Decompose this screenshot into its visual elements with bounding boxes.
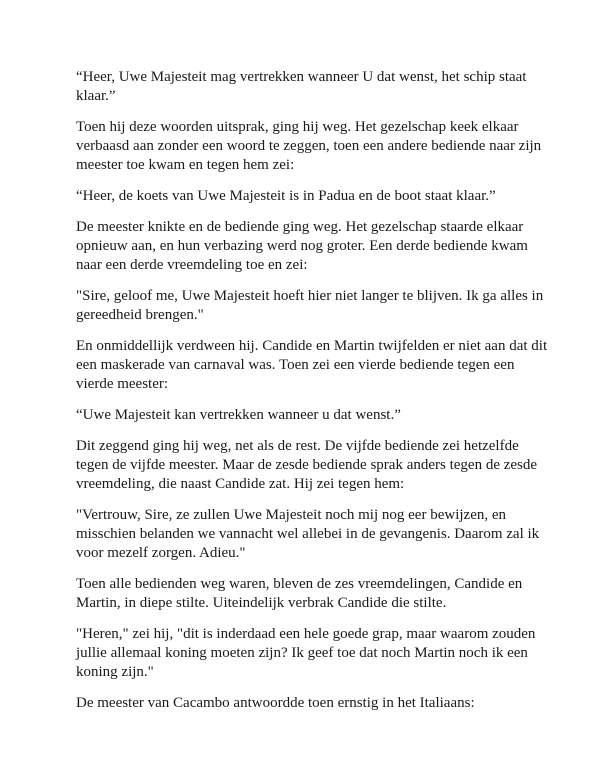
paragraph-11: "Heren," zei hij, "dit is inderdaad een hele goede grap, maar waarom zouden jullie allemaal koning moeten zijn? Ik geef toe dat noch Martin noch ik een koning zijn." <box>76 626 536 680</box>
paragraph-5: "Sire, geloof me, Uwe Majesteit hoeft hier niet langer te blijven. Ik ga alles in gereedheid brengen." <box>76 288 544 323</box>
paragraph-8: Dit zeggend ging hij weg, net als de rest. De vijfde bediende zei hetzelfde tegen de vijfde meester. Maar de zesde bediende sprak anders tegen de zesde vreemdeling, die naast Candide zat. Hij zei tegen hem: <box>76 438 538 492</box>
paragraph-4: De meester knikte en de bediende ging weg. Het gezelschap staarde elkaar opnieuw aan, en hun verbazing werd nog groter. Een derde bediende kwam naar een derde vreemdeling toe en zei: <box>76 219 528 273</box>
paragraph-2: Toen hij deze woorden uitsprak, ging hij weg. Het gezelschap keek elkaar verbaasd aan zonder een woord te zeggen, toen een andere bediende naar zijn meester toe kwam en tegen hem zei: <box>76 119 542 173</box>
paragraph-7: “Uwe Majesteit kan vertrekken wanneer u dat wenst.” <box>76 407 401 423</box>
document-page <box>76 68 548 725</box>
paragraph-12: De meester van Cacambo antwoordde toen ernstig in het Italiaans: <box>76 695 475 711</box>
paragraph-6: En onmiddellijk verdween hij. Candide en Martin twijfelden er niet aan dat dit een maskerade van carnaval was. Toen zei een vierde bediende tegen een vierde meester: <box>76 338 548 392</box>
paragraph-3: “Heer, de koets van Uwe Majesteit is in Padua en de boot staat klaar.” <box>76 188 496 204</box>
paragraph-9: "Vertrouw, Sire, ze zullen Uwe Majesteit noch mij nog eer bewijzen, en misschien belanden we vannacht wel allebei in de gevangenis. Daarom zal ik voor mezelf zorgen. Adieu." <box>76 507 540 561</box>
paragraph-10: Toen alle bedienden weg waren, bleven de zes vreemdelingen, Candide en Martin, in diepe stilte. Uiteindelijk verbrak Candide die stilte. <box>76 576 523 611</box>
paragraph-1: “Heer, Uwe Majesteit mag vertrekken wanneer U dat wenst, het schip staat klaar.” <box>76 69 527 104</box>
